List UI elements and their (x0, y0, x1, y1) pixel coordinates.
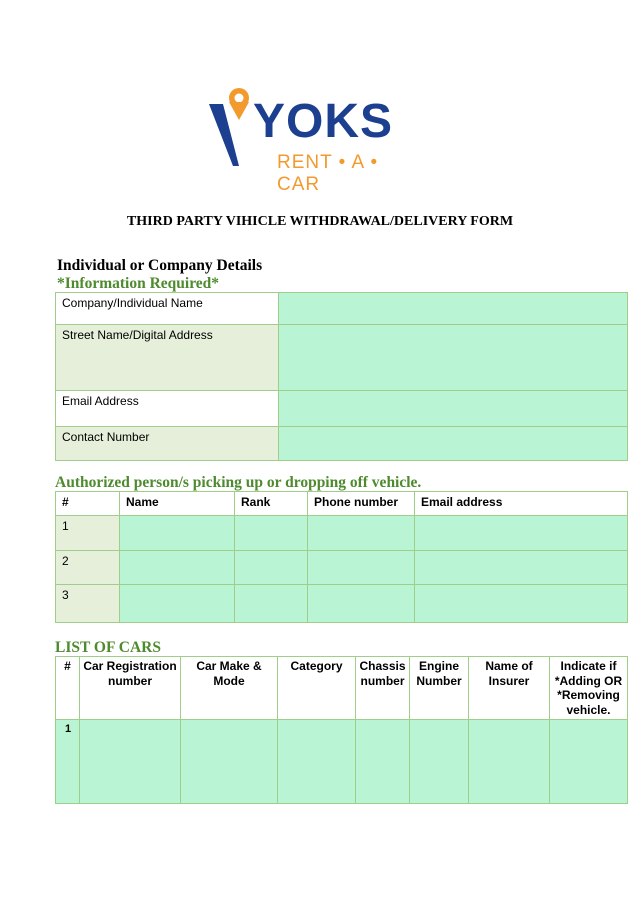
details-heading: Individual or Company Details (57, 257, 263, 274)
details-row (56, 325, 628, 391)
col-header-email: Email address (415, 492, 628, 516)
cars-table (55, 656, 628, 804)
col-header-rank: Rank (235, 492, 308, 516)
car-registration-field[interactable] (80, 720, 181, 804)
person-phone-field[interactable] (308, 585, 415, 623)
car-make-model-field[interactable] (181, 720, 278, 804)
car-chassis-field[interactable] (356, 720, 410, 804)
person-email-field[interactable] (415, 585, 628, 623)
row-number: 1 (56, 516, 120, 551)
col-header-engine: Engine Number (410, 657, 469, 720)
table-row (56, 516, 628, 551)
persons-header-row (56, 492, 628, 516)
logo-tagline: RENT • A • CAR (277, 152, 379, 195)
car-category-field[interactable] (278, 720, 356, 804)
table-row (56, 720, 628, 804)
details-table (55, 292, 628, 461)
person-rank-field[interactable] (235, 585, 308, 623)
cars-heading: LIST OF CARS (55, 639, 161, 656)
street-address-label: Street Name/Digital Address (56, 325, 279, 391)
table-row (56, 585, 628, 623)
col-header-registration: Car Registration number (80, 657, 181, 720)
row-number: 3 (56, 585, 120, 623)
col-header-num: # (56, 492, 120, 516)
yoks-logo (205, 86, 415, 195)
col-header-make-model: Car Make & Mode (181, 657, 278, 720)
person-email-field[interactable] (415, 516, 628, 551)
cars-header-row (56, 657, 628, 720)
contact-number-field[interactable] (279, 427, 628, 461)
car-add-remove-field[interactable] (550, 720, 628, 804)
persons-table (55, 491, 628, 623)
person-name-field[interactable] (120, 516, 235, 551)
logo-wordmark: YOKS (253, 95, 394, 148)
person-phone-field[interactable] (308, 551, 415, 585)
details-row (56, 391, 628, 427)
person-email-field[interactable] (415, 551, 628, 585)
person-name-field[interactable] (120, 551, 235, 585)
email-address-field[interactable] (279, 391, 628, 427)
car-insurer-field[interactable] (469, 720, 550, 804)
row-number: 1 (56, 720, 80, 804)
col-header-num: # (56, 657, 80, 720)
col-header-add-remove: Indicate if *Adding OR *Removing vehicle. (550, 657, 628, 720)
col-header-chassis: Chassis number (356, 657, 410, 720)
street-address-field[interactable] (279, 325, 628, 391)
person-name-field[interactable] (120, 585, 235, 623)
required-note: *Information Required* (57, 275, 220, 292)
col-header-category: Category (278, 657, 356, 720)
persons-heading: Authorized person/s picking up or dropping off vehicle. (55, 474, 422, 491)
row-number: 2 (56, 551, 120, 585)
company-name-field[interactable] (279, 293, 628, 325)
table-row (56, 551, 628, 585)
car-engine-field[interactable] (410, 720, 469, 804)
company-name-label: Company/Individual Name (56, 293, 279, 325)
person-phone-field[interactable] (308, 516, 415, 551)
email-address-label: Email Address (56, 391, 279, 427)
col-header-name: Name (120, 492, 235, 516)
col-header-phone: Phone number (308, 492, 415, 516)
col-header-insurer: Name of Insurer (469, 657, 550, 720)
person-rank-field[interactable] (235, 516, 308, 551)
form-title: THIRD PARTY VIHICLE WITHDRAWAL/DELIVERY FORM (126, 214, 514, 229)
contact-number-label: Contact Number (56, 427, 279, 461)
person-rank-field[interactable] (235, 551, 308, 585)
details-row (56, 293, 628, 325)
details-row (56, 427, 628, 461)
